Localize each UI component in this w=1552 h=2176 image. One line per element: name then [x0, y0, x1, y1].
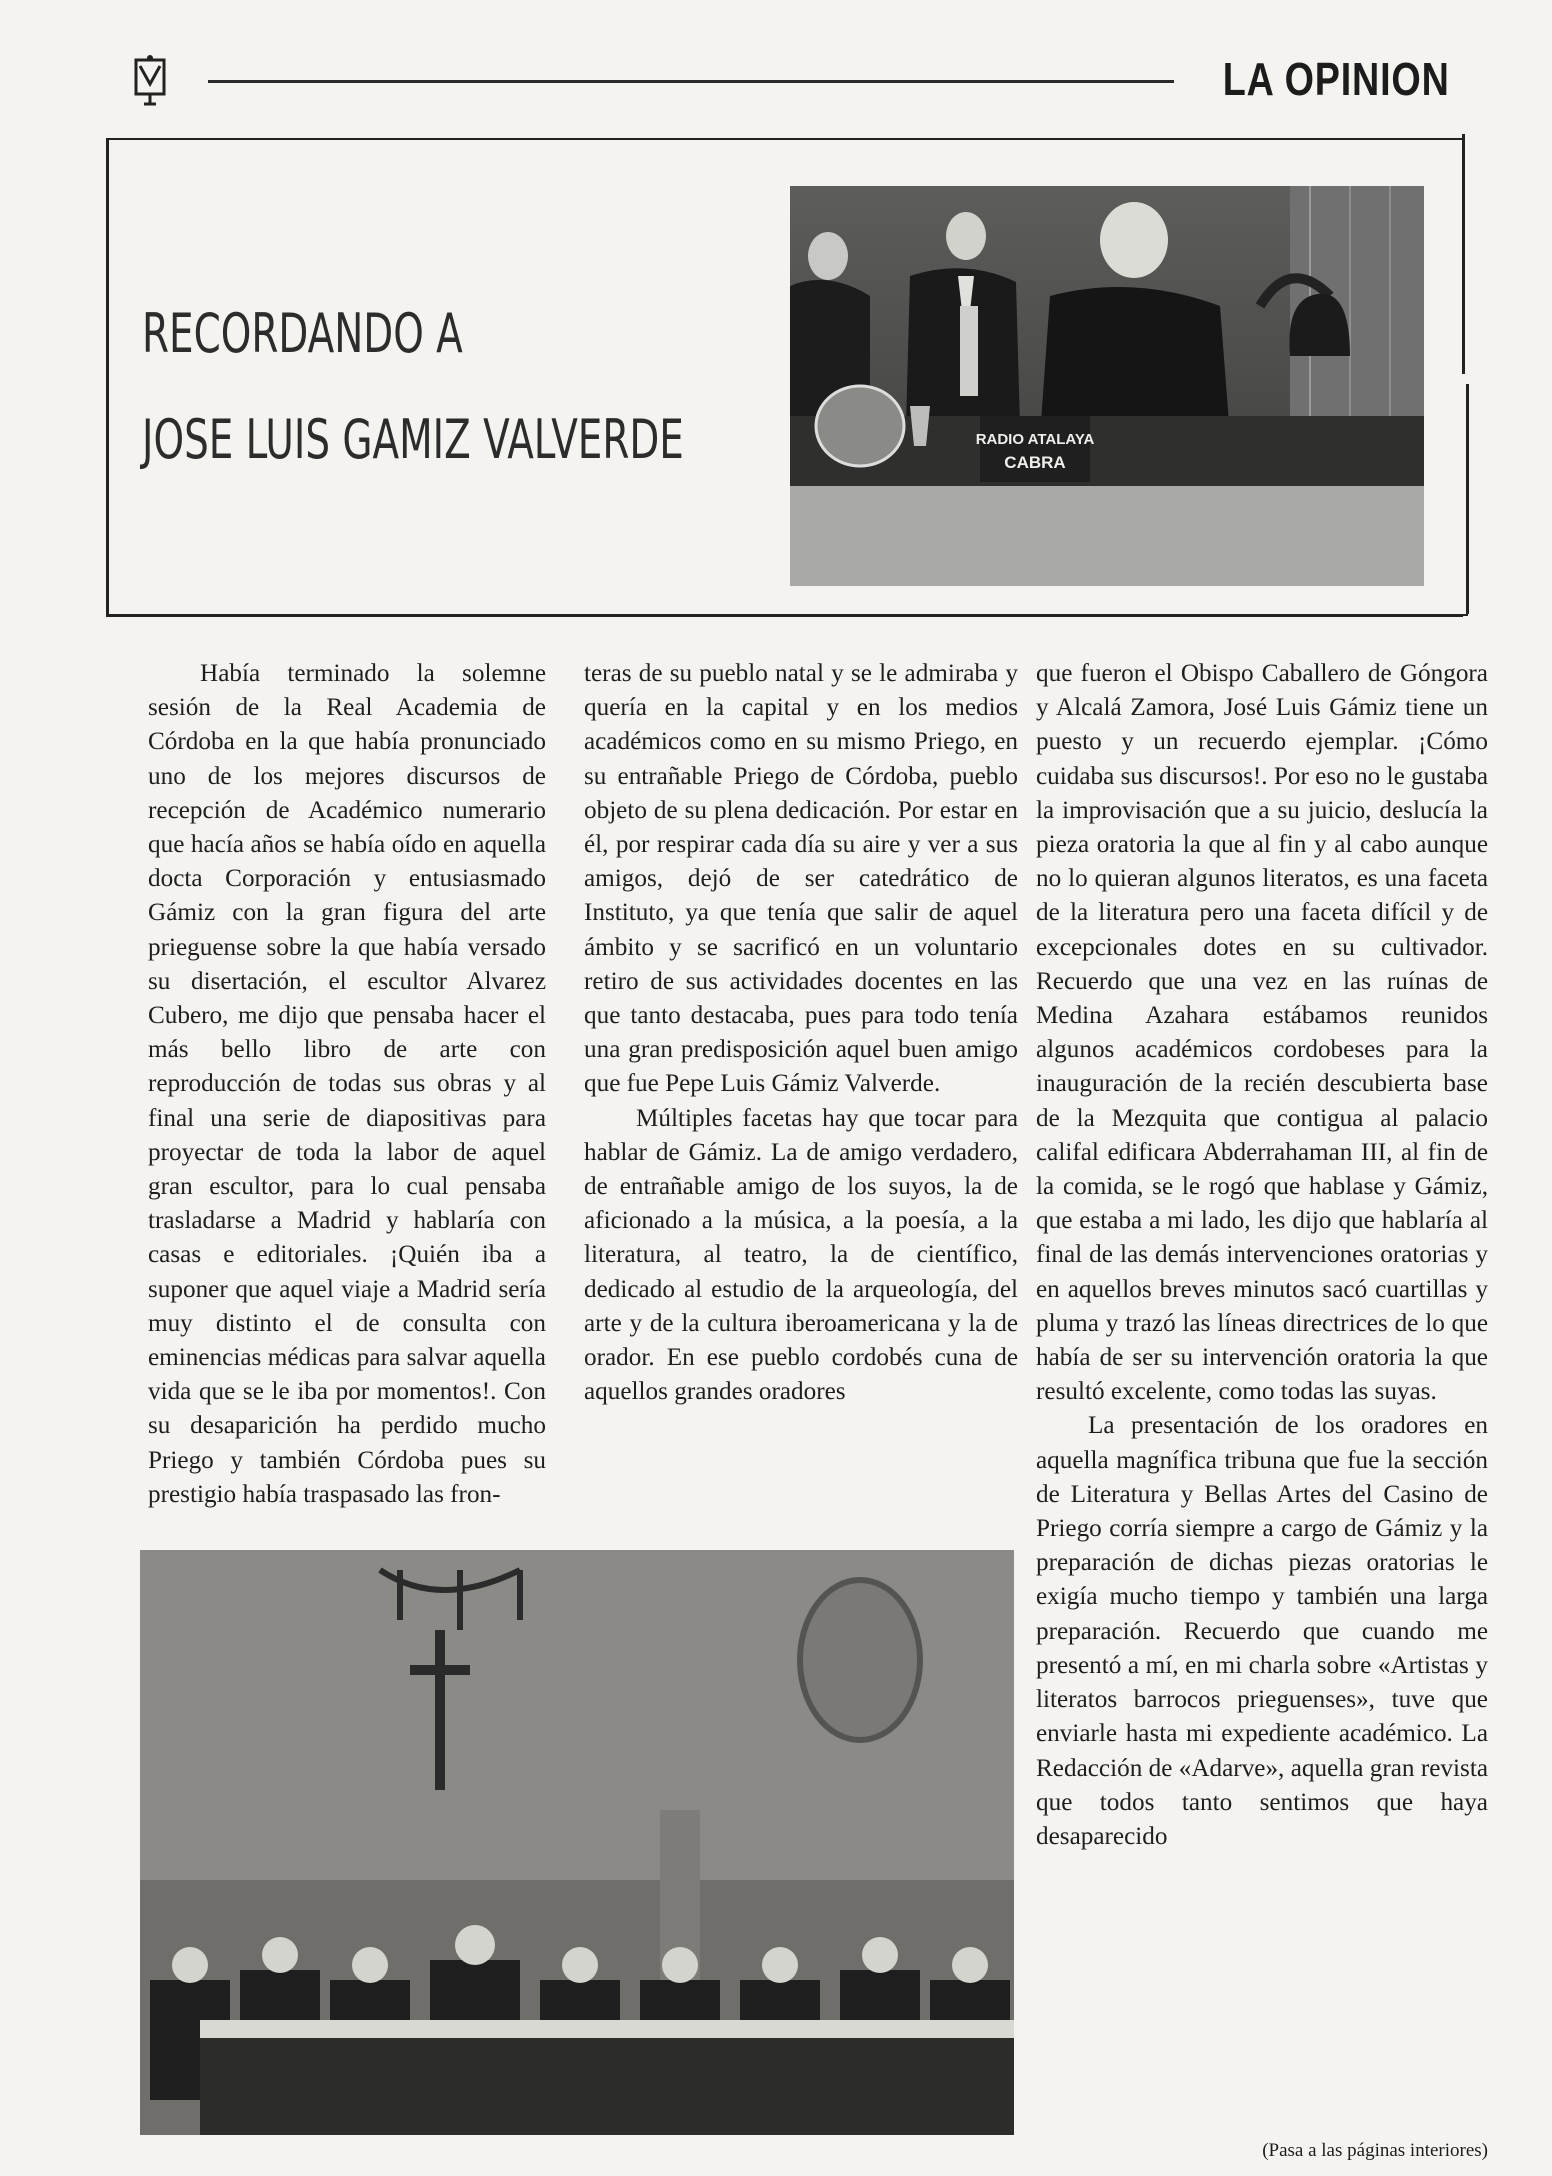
article-paragraph: Había terminado la solemne sesión de la Real Academia de Córdoba en la que había pronunciado uno de los mejores discursos de recepción de Académico numerario que hacía años se había oído en aquella docta Corporación y entusiasmado Gámiz con la gran figura del arte prieguense sobre la que había versado su disertación, el escultor Alvarez Cubero, me dijo que pensaba hacer el más bello libro de arte con reproducción de todas sus obras y al final una serie de diapositivas para proyectar de toda la labor de aquel gran escultor, para lo cual pensaba trasladarse a Madrid y hablaría con casas e editoriales. ¡Quién iba a suponer que aquel viaje a Madrid sería muy distinto el de consulta con eminencias médicas para salvar aquella vida que se le iba por momentos!. Con su desaparición ha perdido mucho Priego y también Córdoba pues su prestigio había traspasado las fron- [148, 660, 546, 1508]
article-paragraph: teras de su pueblo natal y se le admiraba y quería en la capital y en los medios académicos como en su mismo Priego, en su entrañable Priego de Córdoba, pueblo objeto de su plena dedicación. Por estar en él, por respirar cada día su aire y ver a sus amigos, dejó de ser catedrático de Instituto, ya que tenía que salir de aquel ámbito y se sacrificó en un voluntario retiro de sus actividades docentes en las que tanto destacaba, pues para todo tenía una gran predisposición aquel buen amigo que fue Pepe Luis Gámiz Valverde. [584, 660, 1018, 1098]
bottom-photo [140, 1550, 1014, 2135]
headline-box-border [1466, 384, 1469, 614]
headline-line-1: RECORDANDO A [142, 302, 463, 365]
publication-logo-icon [132, 54, 168, 108]
headline-line-2: JOSE LUIS GAMIZ VALVERDE [142, 408, 684, 471]
sign-text-2: CABRA [1004, 453, 1066, 472]
sign-text-1: RADIO ATALAYA [975, 431, 1095, 448]
article-paragraph: que fueron el Obispo Caballero de Góngora y Alcalá Zamora, José Luis Gámiz tiene un puesto y un recuerdo ejemplar. ¡Cómo cuidaba sus discursos!. Por eso no le gustaba la improvisación que a su juicio, deslucía la pieza oratoria la que al fin y al cabo aunque no lo quieran algunos literatos, es una faceta de la literatura pero una faceta difícil y de excepcionales dotes en su cultivador. Recuerdo que una vez en las ruínas de Medina Azahara estábamos reunidos algunos académicos cordobeses para la inauguración de la recién descubierta base de la Mezquita que contigua al palacio califal edificara Abderrahaman III, al fin de la comida, se le rogó que hablase y Gámiz, que estaba a mi lado, les dijo que hablaría al final de las demás intervenciones oratorias y en aquellos breves minutos sacó cuartillas y pluma y trazó las líneas directrices de lo que había de ser su intervención oratoria la que resultó excelente, como todas las suyas. [1036, 660, 1488, 1406]
article-column-3 [1036, 657, 1488, 1854]
publication-title: LA OPINION [1223, 53, 1450, 105]
header-rule [208, 80, 1174, 83]
headline-box-border [106, 614, 1468, 616]
article-paragraph: La presentación de los oradores en aquella magnífica tribuna que fue la sección de Literatura y Bellas Artes del Casino de Priego corría siempre a cargo de Gámiz y la preparación de dichas piezas oratorias le exigía mucho tiempo y también una larga preparación. Recuerdo que cuando me presentó a mí, en mi charla sobre «Artistas y literatos barrocos prieguenses», tuve que enviarle hasta mi expediente académico. La Redacción de «Adarve», aquella gran revista que todos tanto sentimos que haya desaparecido [1036, 1412, 1488, 1850]
headline-box-border [1462, 134, 1465, 374]
article-column-2 [584, 657, 1018, 1409]
article-paragraph: Múltiples facetas hay que tocar para hablar de Gámiz. La de amigo verdadero, de entrañable amigo de los suyos, la de aficionado a la música, a la poesía, a la literatura, al teatro, la de científico, dedicado al estudio de la arqueología, del arte y de la cultura iberoamericana y la de orador. En ese pueblo cordobés cuna de aquellos grandes oradores [584, 1104, 1018, 1406]
continue-note: (Pasa a las páginas interiores) [1262, 2140, 1488, 2161]
top-photo [790, 186, 1424, 586]
article-column-1 [148, 657, 546, 1512]
